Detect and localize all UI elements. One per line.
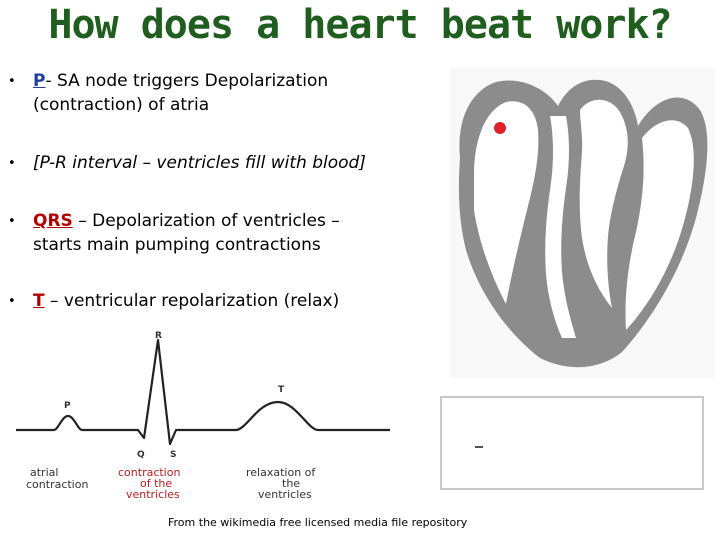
caption-relaxation-3: ventricles: [258, 488, 312, 501]
bullet-p-line2: (contraction) of atria: [33, 95, 210, 115]
heart-diagram-svg: [450, 68, 715, 378]
heart-diagram: [450, 68, 715, 378]
label-r: R: [155, 331, 162, 341]
slide-title: How does a heart beat work?: [48, 2, 672, 48]
caption-relaxation-2: the: [282, 477, 301, 490]
bullet-t-desc: – ventricular repolarization (relax): [44, 291, 340, 311]
label-s: S: [170, 450, 177, 460]
ekg-svg: [10, 330, 410, 505]
bullet-dot: •: [8, 294, 16, 309]
image-credit: From the wikimedia free licensed media file repository: [168, 516, 468, 529]
term-p: P: [33, 71, 46, 91]
ekg-preview-panel: [440, 396, 704, 490]
ekg-diagram: [10, 330, 410, 505]
ekg-waveform: [16, 340, 390, 444]
bullet-dot: •: [8, 156, 16, 171]
bullet-p-desc: - SA node triggers Depolarization: [45, 71, 329, 91]
preview-mark: [475, 446, 483, 448]
label-p: P: [64, 401, 71, 411]
label-t: T: [278, 385, 285, 395]
caption-atrial-2: contraction: [26, 478, 89, 491]
bullet-dot: •: [8, 74, 16, 89]
label-q: Q: [137, 450, 145, 460]
caption-contraction-1: contraction: [118, 466, 181, 479]
bullet-qrs-text: [33, 210, 340, 233]
term-qrs: QRS: [33, 211, 73, 231]
caption-contraction-2: of the: [140, 477, 173, 490]
bullet-dot: •: [8, 214, 16, 229]
bullet-t-text: [33, 290, 339, 313]
caption-contraction-3: ventricles: [126, 488, 180, 501]
sa-node-marker: [494, 122, 506, 134]
bullet-qrs-line2: starts main pumping contractions: [33, 235, 321, 255]
bullet-pr-text: [P-R interval – ventricles fill with blood]: [33, 153, 366, 173]
caption-atrial-1: atrial: [30, 466, 59, 479]
caption-relaxation-1: relaxation of: [246, 466, 316, 479]
term-t: T: [33, 291, 45, 311]
bullet-qrs-desc: – Depolarization of ventricles –: [72, 211, 340, 231]
bullet-p-text: [33, 70, 328, 93]
